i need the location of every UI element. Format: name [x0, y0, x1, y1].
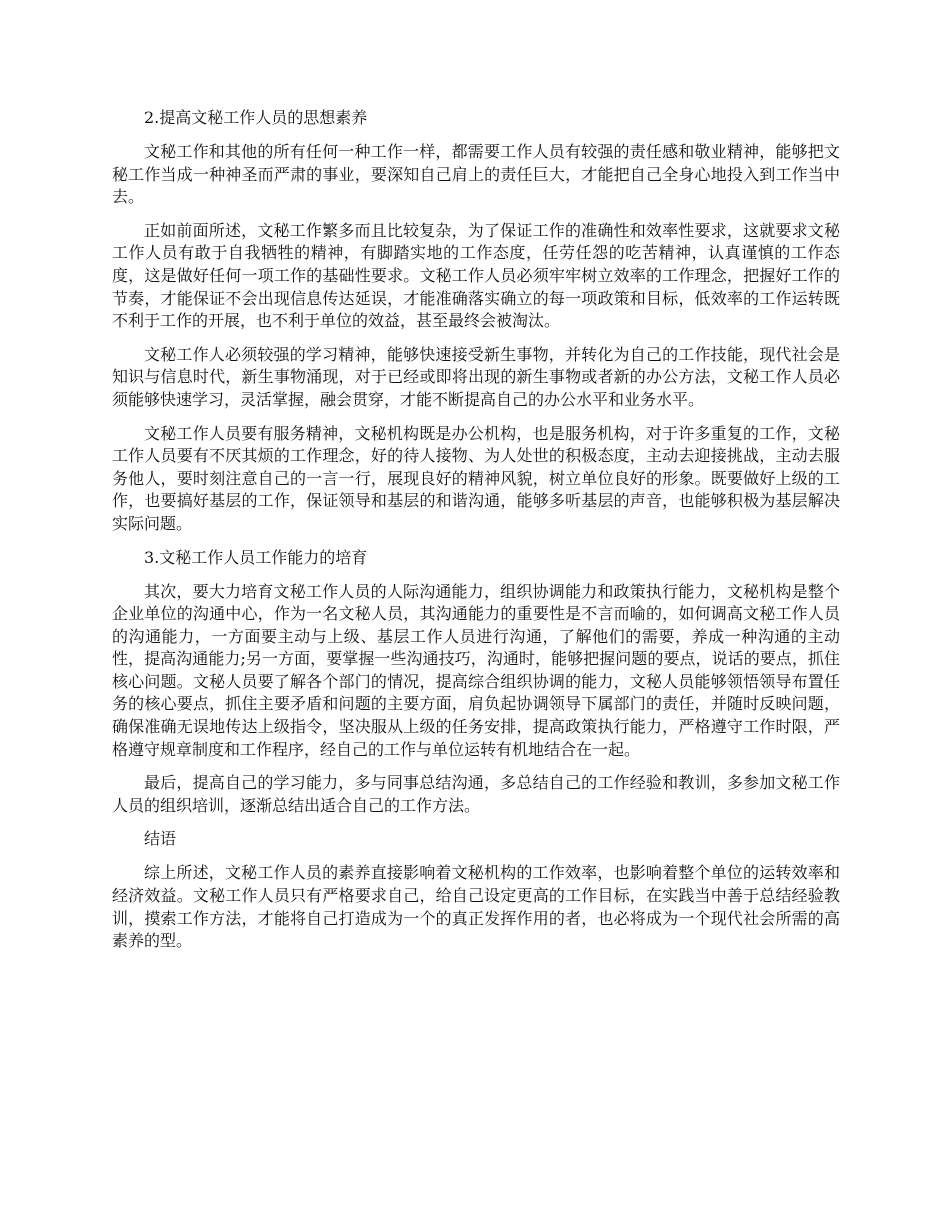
- section-heading: 结语: [144, 829, 177, 849]
- paragraph: 文秘工作和其他的所有任何一种工作一样，都需要工作人员有较强的责任感和敬业精神，能够把文秘工作当成一种神圣而严肃的事业，要深知自己肩上的责任巨大，才能把自己全身心地投入到工作当中去。: [112, 142, 840, 207]
- document-body: [112, 107, 840, 953]
- paragraph: 其次，要大力培育文秘工作人员的人际沟通能力，组织协调能力和政策执行能力，文秘机构是整个企业单位的沟通中心，作为一名文秘人员，其沟通能力的重要性是不言而喻的，如何调高文秘工作人员的沟通能力，一方面要主动与上级、基层工作人员进行沟通，了解他们的需要，养成一种沟通的主动性，提高沟通能力;另一方面，要掌握一些沟通技巧，沟通时，能够把握问题的要点，说话的要点，抓住核心问题。文秘人员要了解各个部门的情况，提高综合组织协调的能力，文秘人员能够领悟领导布置任务的核心要点，抓住主要矛盾和问题的主要方面，肩负起协调领导下属部门的责任，并随时反映问题，确保准确无误地传达上级指令，坚决服从上级的任务安排，提高政策执行能力，严格遵守工作时限，严格遵守规章制度和工作程序，经自己的工作与单位运转有机地结合在一起。: [112, 581, 840, 759]
- paragraph: 文秘工作人员要有服务精神，文秘机构既是办公机构，也是服务机构，对于许多重复的工作，文秘工作人员要有不厌其烦的工作理念，好的待人接物、为人处世的积极态度，主动去迎接挑战，主动去服务他人，要时刻注意自己的一言一行，展现良好的精神风貌，树立单位良好的形象。既要做好上级的工作，也要搞好基层的工作，保证领导和基层的和谐沟通，能够多听基层的声音，也能够积极为基层解决实际问题。: [112, 423, 840, 533]
- section-heading: 3.文秘工作人员工作能力的培育: [144, 547, 368, 567]
- paragraph: 最后，提高自己的学习能力，多与同事总结沟通，多总结自己的工作经验和教训，多参加文秘工作人员的组织培训，逐渐总结出适合自己的工作方法。: [112, 773, 840, 815]
- paragraph: 正如前面所述，文秘工作繁多而且比较复杂，为了保证工作的准确性和效率性要求，这就要求文秘工作人员有敢于自我牺牲的精神，有脚踏实地的工作态度，任劳任怨的吃苦精神，认真谨慎的工作态度，这是做好任何一项工作的基础性要求。文秘工作人员必须牢牢树立效率的工作理念，把握好工作的节奏，才能保证不会出现信息传达延误，才能准确落实确立的每一项政策和目标，低效率的工作运转既不利于工作的开展，也不利于单位的效益，甚至最终会被淘汰。: [112, 220, 840, 331]
- paragraph: 文秘工作人必须较强的学习精神，能够快速接受新生事物，并转化为自己的工作技能，现代社会是知识与信息时代，新生事物涌现，对于已经或即将出现的新生事物或者新的办公方法，文秘工作人员必须能够快速学习，灵活掌握，融会贯穿，才能不断提高自己的办公水平和业务水平。: [112, 344, 840, 409]
- section-heading: 2.提高文秘工作人员的思想素养: [144, 108, 368, 127]
- paragraph: 综上所述，文秘工作人员的素养直接影响着文秘机构的工作效率，也影响着整个单位的运转效率和经济效益。文秘工作人员只有严格要求自己，给自己设定更高的工作目标，在实践当中善于总结经验教训，摸索工作方法，才能将自己打造成为一个的真正发挥作用的者，也必将成为一个现代社会所需的高素养的型。: [112, 863, 840, 951]
